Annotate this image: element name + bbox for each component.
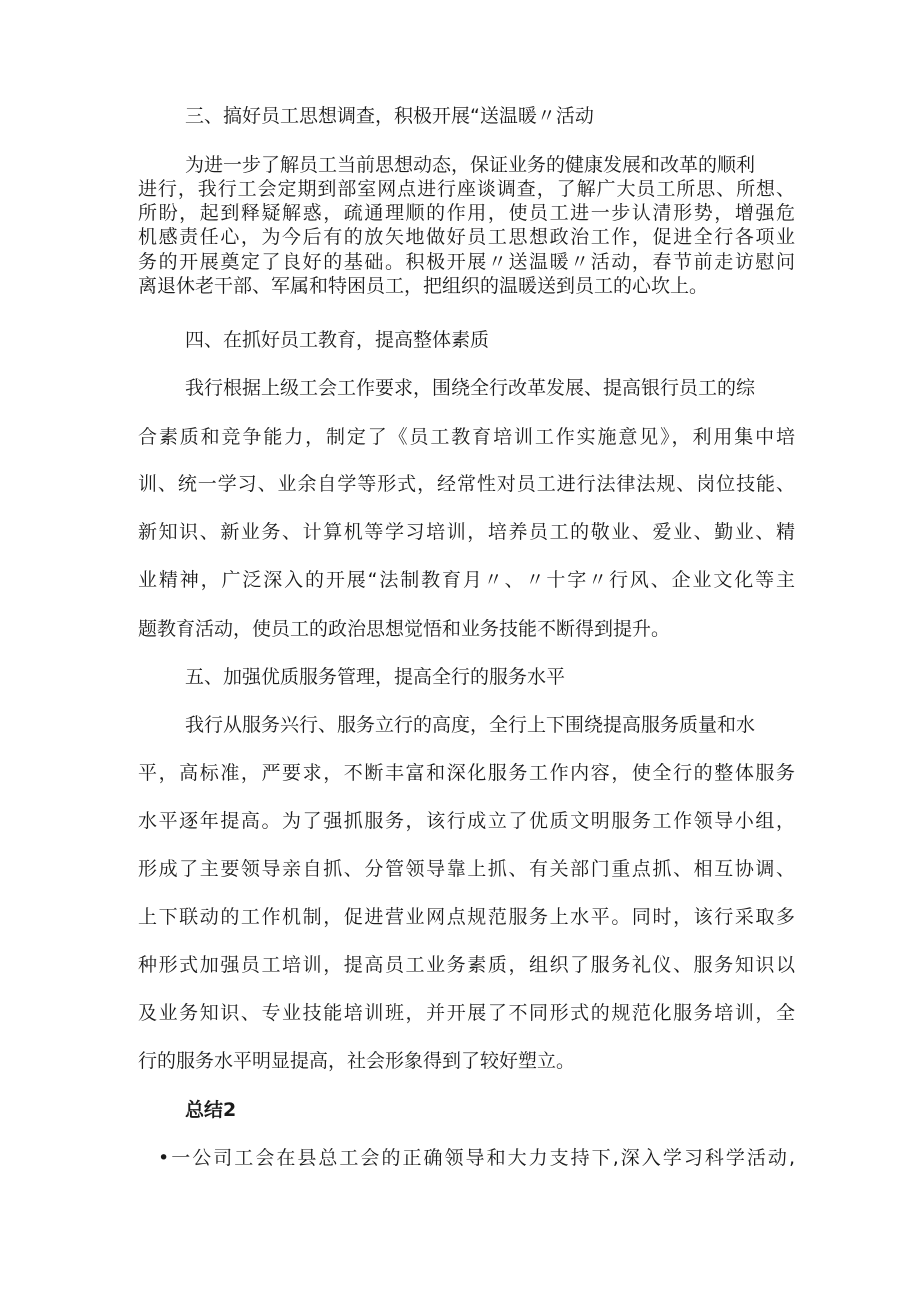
summary-title: 总结2: [185, 1099, 237, 1121]
section-heading: 三、搞好员工思想调查，积极开展“送温暖〃活动: [185, 105, 594, 127]
paragraph-line: 业精神，广泛深入的开展“法制教育月〃、〃十字〃行风、企业文化等主: [138, 569, 795, 591]
paragraph-line: 新知识、新业务、计算机等学习培训，培养员工的敬业、爱业、勤业、精: [138, 521, 795, 543]
summary-line: •一公司工会在县总工会的正确领导和大力支持下,深入学习科学活动,: [158, 1147, 795, 1169]
paragraph-line: 我行从服务兴行、服务立行的高度，全行上下围绕提高服务质量和水: [185, 714, 756, 736]
paragraph-line: 形成了主要领导亲自抓、分管领导靠上抓、有关部门重点抓、相互协调、: [138, 858, 795, 880]
paragraph-line: 题教育活动，使员工的政治思想觉悟和业务技能不断得到提升。: [138, 618, 671, 640]
paragraph-line: 机感责任心，为今后有的放矢地做好员工思想政治工作，促进全行各项业: [138, 226, 795, 248]
paragraph-line: 平，高标准，严要求，不断丰富和深化服务工作内容，使全行的整体服务: [138, 762, 795, 784]
paragraph-line: 务的开展奠定了良好的基础。积极开展〃送温暖〃活动，春节前走访慰问: [138, 251, 795, 273]
section-heading: 五、加强优质服务管理，提高全行的服务水平: [185, 666, 566, 688]
paragraph-line: 离退休老干部、军属和特困员工，把组织的温暖送到员工的心坎上。: [138, 275, 709, 297]
paragraph-line: 合素质和竞争能力，制定了《员工教育培训工作实施意见》，利用集中培: [138, 426, 795, 448]
paragraph-line: 水平逐年提高。为了强抓服务，该行成立了优质文明服务工作领导小组，: [138, 810, 795, 832]
paragraph-line: 我行根据上级工会工作要求，围绕全行改革发展、提高银行员工的综: [185, 377, 756, 399]
paragraph-line: 为进一步了解员工当前思想动态，保证业务的健康发展和改革的顺利: [185, 154, 756, 176]
section-heading: 四、在抓好员工教育，提高整体素质: [185, 329, 490, 351]
paragraph-line: 及业务知识、专业技能培训班，并开展了不同形式的规范化服务培训，全: [138, 1002, 795, 1024]
paragraph-line: 种形式加强员工培训，提高员工业务素质，组织了服务礼仪、服务知识以: [138, 954, 795, 976]
paragraph-line: 行的服务水平明显提高，社会形象得到了较好塑立。: [138, 1050, 576, 1072]
paragraph-line: 进行，我行工会定期到部室网点进行座谈调查，了解广大员工所思、所想、: [138, 178, 795, 200]
paragraph-line: 所盼，起到释疑解惑，疏通理顺的作用，使员工进一步认清形势，增强危: [138, 202, 795, 224]
paragraph-line: 上下联动的工作机制，促进营业网点规范服务上水平。同时，该行采取多: [138, 906, 795, 928]
paragraph-line: 训、统一学习、业余自学等形式，经常性对员工进行法律法规、岗位技能、: [138, 473, 795, 495]
